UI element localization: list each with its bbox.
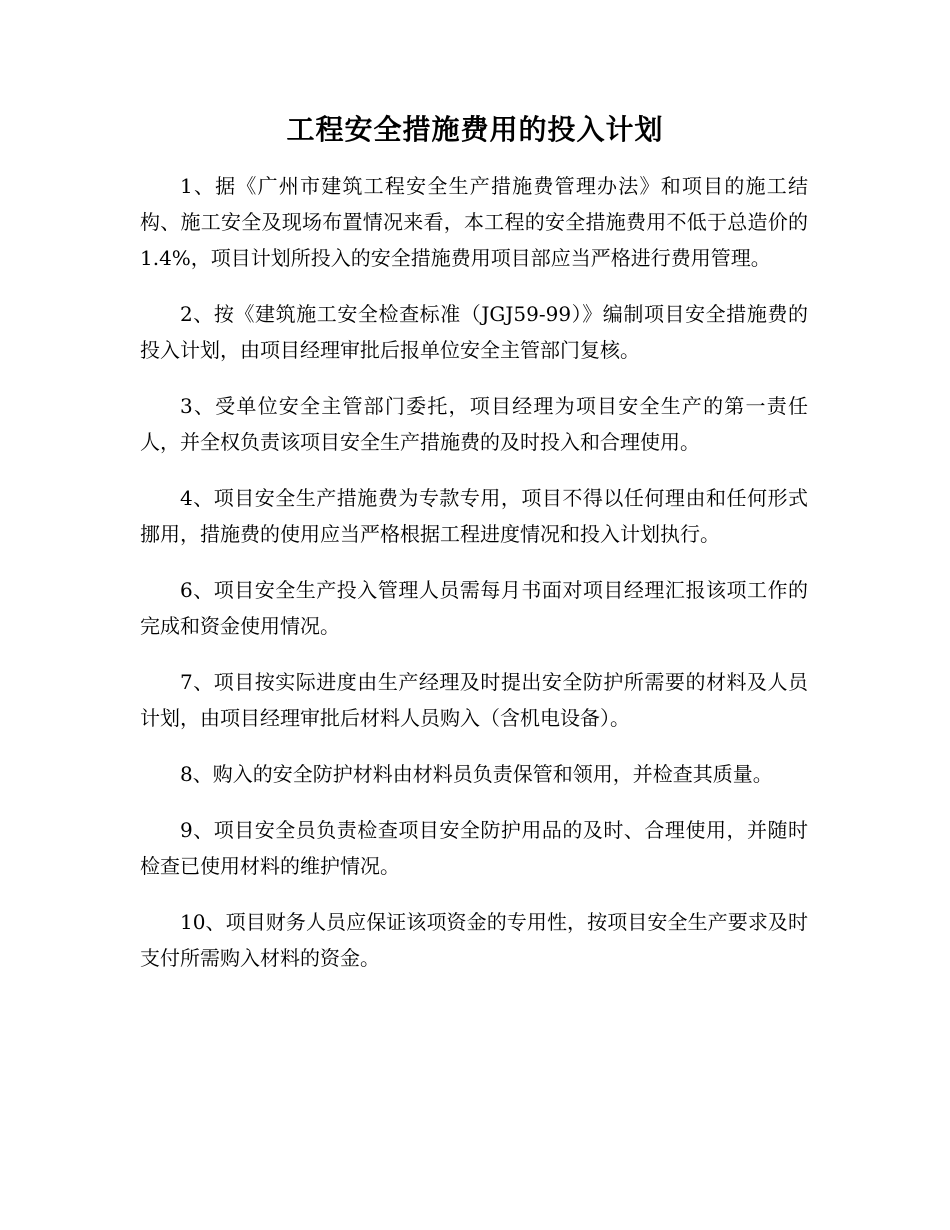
paragraph-4: 4、项目安全生产措施费为专款专用，项目不得以任何理由和任何形式挪用，措施费的使用应当严格根据工程进度情况和投入计划执行。 — [140, 486, 808, 546]
document-body — [140, 168, 808, 996]
document-title: 工程安全措施费用的投入计划 — [286, 113, 664, 146]
paragraph-1: 1、据《广州市建筑工程安全生产措施费管理办法》和项目的施工结构、施工安全及现场布置情况来看，本工程的安全措施费用不低于总造价的1.4%，项目计划所投入的安全措施费用项目部应当严格进行费用管理。 — [140, 174, 808, 270]
paragraph-6: 6、项目安全生产投入管理人员需每月书面对项目经理汇报该项工作的完成和资金使用情况。 — [140, 578, 808, 638]
paragraph-9: 9、项目安全员负责检查项目安全防护用品的及时、合理使用，并随时检查已使用材料的维护情况。 — [140, 818, 808, 878]
paragraph-2: 2、按《建筑施工安全检查标准（JGJ59-99）》编制项目安全措施费的投入计划，由项目经理审批后报单位安全主管部门复核。 — [140, 302, 808, 362]
paragraph-10: 10、项目财务人员应保证该项资金的专用性，按项目安全生产要求及时支付所需购入材料的资金。 — [140, 910, 808, 970]
paragraph-7: 7、项目按实际进度由生产经理及时提出安全防护所需要的材料及人员计划，由项目经理审批后材料人员购入（含机电设备）。 — [140, 670, 808, 730]
paragraph-3: 3、受单位安全主管部门委托，项目经理为项目安全生产的第一责任人，并全权负责该项目安全生产措施费的及时投入和合理使用。 — [140, 394, 808, 454]
paragraph-8: 8、购入的安全防护材料由材料员负责保管和领用，并检查其质量。 — [180, 762, 773, 786]
